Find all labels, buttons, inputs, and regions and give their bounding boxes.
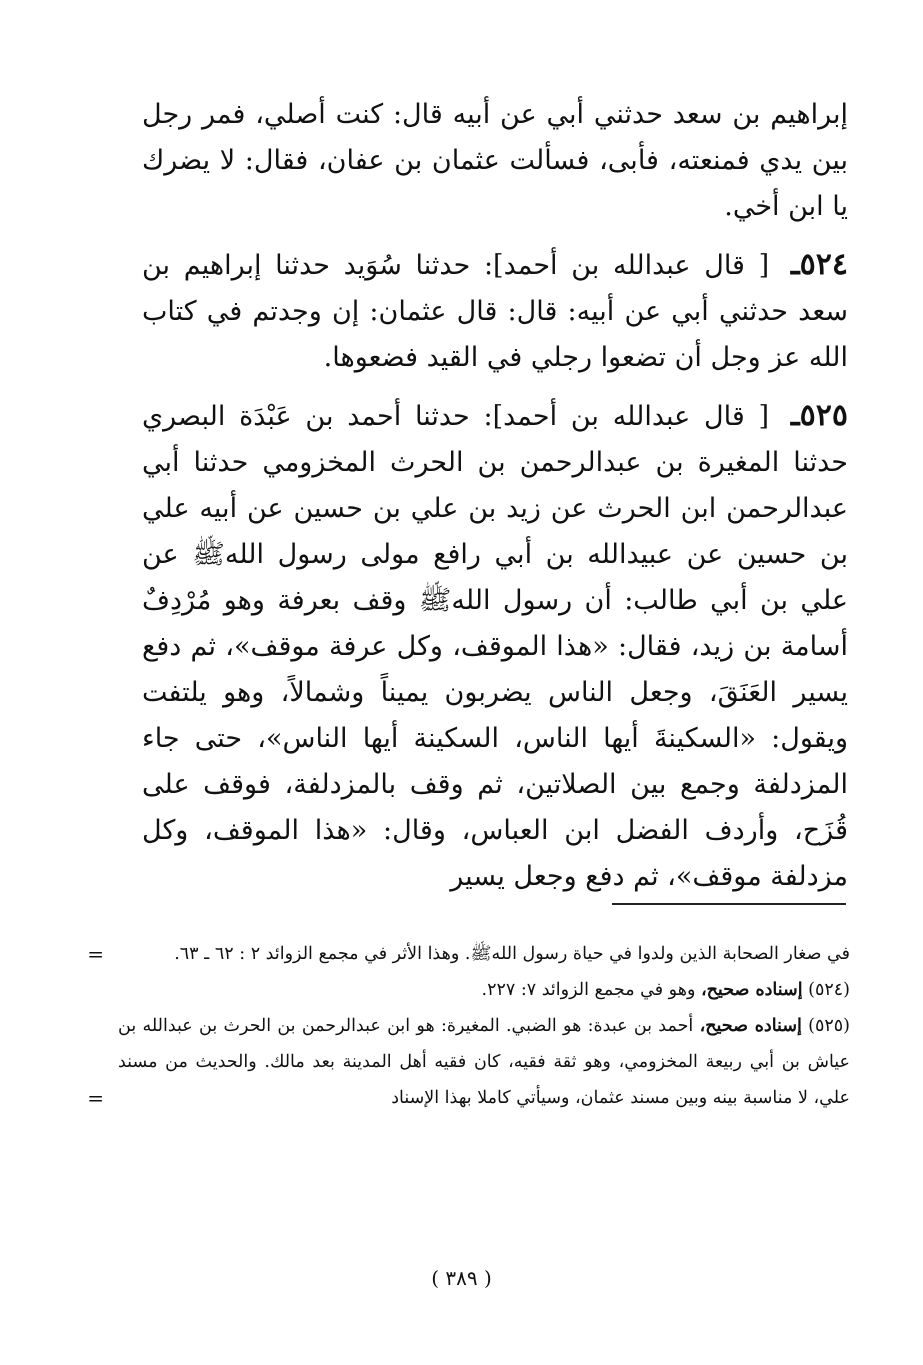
footnote-continued-text: في صغار الصحابة الذين ولدوا في حياة رسول اللهﷺ. وهذا الأثر في مجمع الزوائد ٢ : ٦٢ ـ ٦٣. <box>174 944 850 964</box>
paragraph-continuation: إبراهيم بن سعد حدثني أبي عن أبيه قال: كنت أصلي، فمر رجل بين يدي فمنعته، فأبى، فسألت عثمان بن عفان، فقال: لا يضرك يا ابن أخي. <box>142 99 848 222</box>
footnotes <box>87 936 850 1116</box>
footnote-text-524: وهو في مجمع الزوائد ٧: ٢٢٧. <box>481 980 696 1000</box>
hadith-text-525: [ قال عبدالله بن أحمد]: حدثنا أحمد بن عَبْدَة البصري حدثنا المغيرة بن عبدالرحمن بن الحرث المخزومي حدثنا أبي عبدالرحمن ابن الحرث عن زيد بن علي بن حسين عن أبيه علي بن حسين عن عبيدالله بن أبي رافع مولى رسول اللهﷺ عن علي بن أبي طالب: أن رسول اللهﷺ وقف بعرفة وهو مُرْدِفٌ أسامة بن زيد، فقال: «هذا الموقف، وكل عرفة موقف»، ثم دفع يسير العَنَقَ، وجعل الناس يضربون يميناً وشمالاً، وهو يلتفت ويقول: «السكينةَ أيها الناس، السكينة أيها الناس»، حتى جاء المزدلفة وجمع بين الصلاتين، ثم وقف بالمزدلفة، فوقف على قُزَح، وأردف الفضل ابن العباس، وقال: «هذا الموقف، وكل مزدلفة موقف»، ثم دفع وجعل يسير <box>142 401 848 892</box>
hadith-text-524: [ قال عبدالله بن أحمد]: حدثنا سُوَيد حدثنا إبراهيم بن سعد حدثني أبي عن أبيه: قال: قال عثمان: إن وجدتم في كتاب الله عز وجل أن تضعوا رجلي في القيد فضعوها. <box>142 250 848 373</box>
footnote-grade-524: إسناده صحيح، <box>700 980 803 1000</box>
footnote-524 <box>118 972 850 1008</box>
continuation-mark-start: = <box>87 942 104 966</box>
page-number: ( ٣٨٩ ) <box>431 1266 492 1290</box>
footnote-grade-525: إسناده صحيح، <box>699 1016 802 1036</box>
hadith-525 <box>142 393 848 900</box>
hadith-number-525: ٥٢٥ـ <box>790 398 848 433</box>
continuation-mark-end: = <box>87 1086 104 1110</box>
footnote-continued <box>87 936 850 972</box>
footnote-separator <box>612 903 846 905</box>
main-text <box>142 92 848 900</box>
hadith-number-524: ٥٢٤ـ <box>790 247 848 282</box>
footnote-number-525: (٥٢٥) <box>808 1016 850 1036</box>
hadith-524 <box>142 242 848 381</box>
footnote-525 <box>87 1008 850 1116</box>
footnote-text-525: أحمد بن عبدة: هو الضبي. المغيرة: هو ابن عبدالرحمن بن الحرث بن عبدالله بن عياش بن أبي ربيعة المخزومي، وهو ثقة فقيه، كان فقيه أهل المدينة بعد مالك. والحديث من مسند علي، لا مناسبة بينه وبين مسند عثمان، وسيأتي كاملا بهذا الإسناد <box>118 1016 850 1108</box>
footnote-number-524: (٥٢٤) <box>808 980 850 1000</box>
